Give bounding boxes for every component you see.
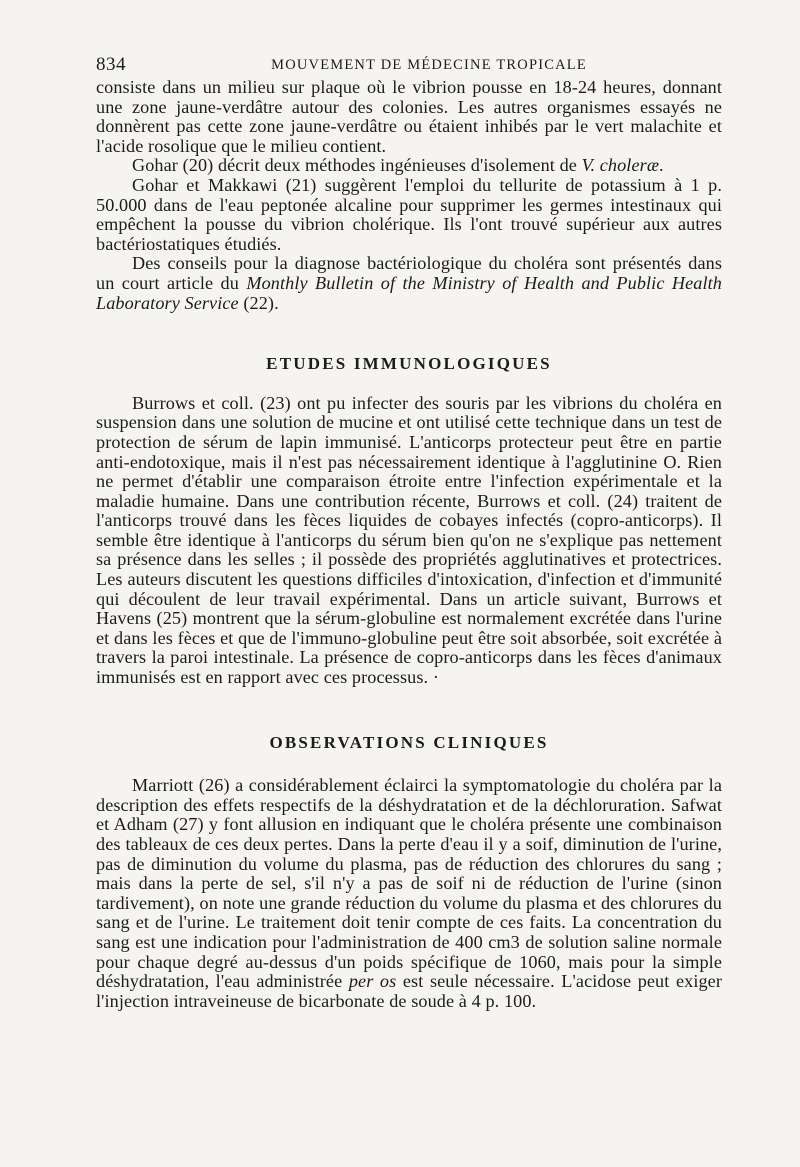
- paragraph-continuation: consiste dans un milieu sur plaque où le vibrion pousse en 18-24 heures, donnant une zone jaune-verdâtre autour des colonies. Les autres organismes essayés ne donnèrent pas cette zone jaune-verdâtre ou étaient inhibés par le vert malachite et l'acide rosolique que le milieu contient.: [96, 77, 722, 156]
- paragraph-makkawi: Gohar et Makkawi (21) suggèrent l'emploi du tellurite de potassium à 1 p. 50.000 dans de l'eau peptonée alcaline pour supprimer les germes intestinaux qui empêchent la pousse du vibrion cholérique. Ils l'ont trouvé supérieur aux autres bactériostatiques étudiés.: [96, 174, 722, 254]
- article-body: [96, 78, 722, 1011]
- page-number: 834: [96, 54, 126, 75]
- journal-title: Monthly Bulletin of the Ministry of Health and Public Health Laboratory Service: [96, 272, 722, 313]
- species-name: V. choleræ: [581, 155, 660, 176]
- section-heading-cliniques: OBSERVATIONS CLINIQUES: [269, 732, 549, 752]
- paragraph-gohar-end: .: [659, 155, 664, 176]
- paragraph-gohar-text: Gohar (20) décrit deux méthodes ingénieuses d'isolement de: [132, 155, 582, 176]
- latin-phrase: per os: [348, 971, 397, 992]
- paragraph-gohar: [96, 156, 722, 176]
- section-heading-immunologiques: ETUDES IMMUNOLOGIQUES: [266, 354, 552, 374]
- running-head: [96, 50, 722, 78]
- paragraph-conseils-end: (22).: [238, 292, 279, 313]
- paragraph-burrows: Burrows et coll. (23) ont pu infecter des souris par les vibrions du choléra en suspension dans une solution de mucine et ont utilisé cette technique dans un test de protection de sérum de lapin immunisé. L'anticorps protecteur peut être en partie anti-endotoxique, mais il n'est pas nécessairement identique à l'agglutinine O. Rien ne permet d'établir une comparaison étroite entre l'infection expérimentale et la maladie humaine. Dans une contribution récente, Burrows et coll. (24) traitent de l'anticorps trouvé dans les fèces liquides de cobayes infectés (copro-anticorps). Il semble être identique à l'anticorps du sérum bien qu'on ne s'explique pas nettement sa présence dans les selles ; il possède des propriétés agglutinatives et protectrices. Les auteurs discutent les questions difficiles d'intoxication, d'infection et d'immunité qui découlent de leur travail expérimental. Dans un article suivant, Burrows et Havens (25) montrent que la sérum-globuline est normalement excrétée dans l'urine et dans les fèces et que de l'immuno-globuline peut être soit absorbée, soit excrétée à travers la paroi intestinale. La présence de copro-anticorps dans les fèces d'animaux immunisés est en rapport avec ces processus. ·: [96, 392, 722, 688]
- running-title: MOUVEMENT DE MÉDECINE TROPICALE: [271, 57, 587, 73]
- paragraph-marriott-text: Marriott (26) a considérablement éclairci la symptomatologie du choléra par la description des effets respectifs de la déshydratation et de la déchloruration. Safwat et Adham (27) y font allusion en indiquant que le choléra présente une combinaison des tableaux de ces deux pertes. Dans la perte d'eau il y a soif, diminution de l'urine, pas de diminution du volume du plasma, pas de réduction des chlorures du sang ; mais dans la perte de sel, s'il n'y a pas de soif ni de réduction de l'urine (sinon tardivement), on note une grande réduction du volume du plasma et des chlorures du sang et de l'urine. Le traitement doit tenir compte de ces faits. La concentration du sang est une indication pour l'administration de 400 cm3 de solution saline normale pour chaque degré au-dessus d'un poids spécifique de 1060, mais pour la simple déshydratation, l'eau administrée: [96, 775, 722, 992]
- paragraph-marriott: [96, 776, 722, 1011]
- paragraph-marriott-end: est seule nécessaire. L'acidose peut exiger l'injection intraveineuse de bicarbonate de soude à 4 p. 100.: [96, 971, 723, 1011]
- paragraph-conseils-text: Des conseils pour la diagnose bactériologique du choléra sont présentés dans un court article du: [96, 253, 722, 293]
- paragraph-conseils: [96, 254, 722, 313]
